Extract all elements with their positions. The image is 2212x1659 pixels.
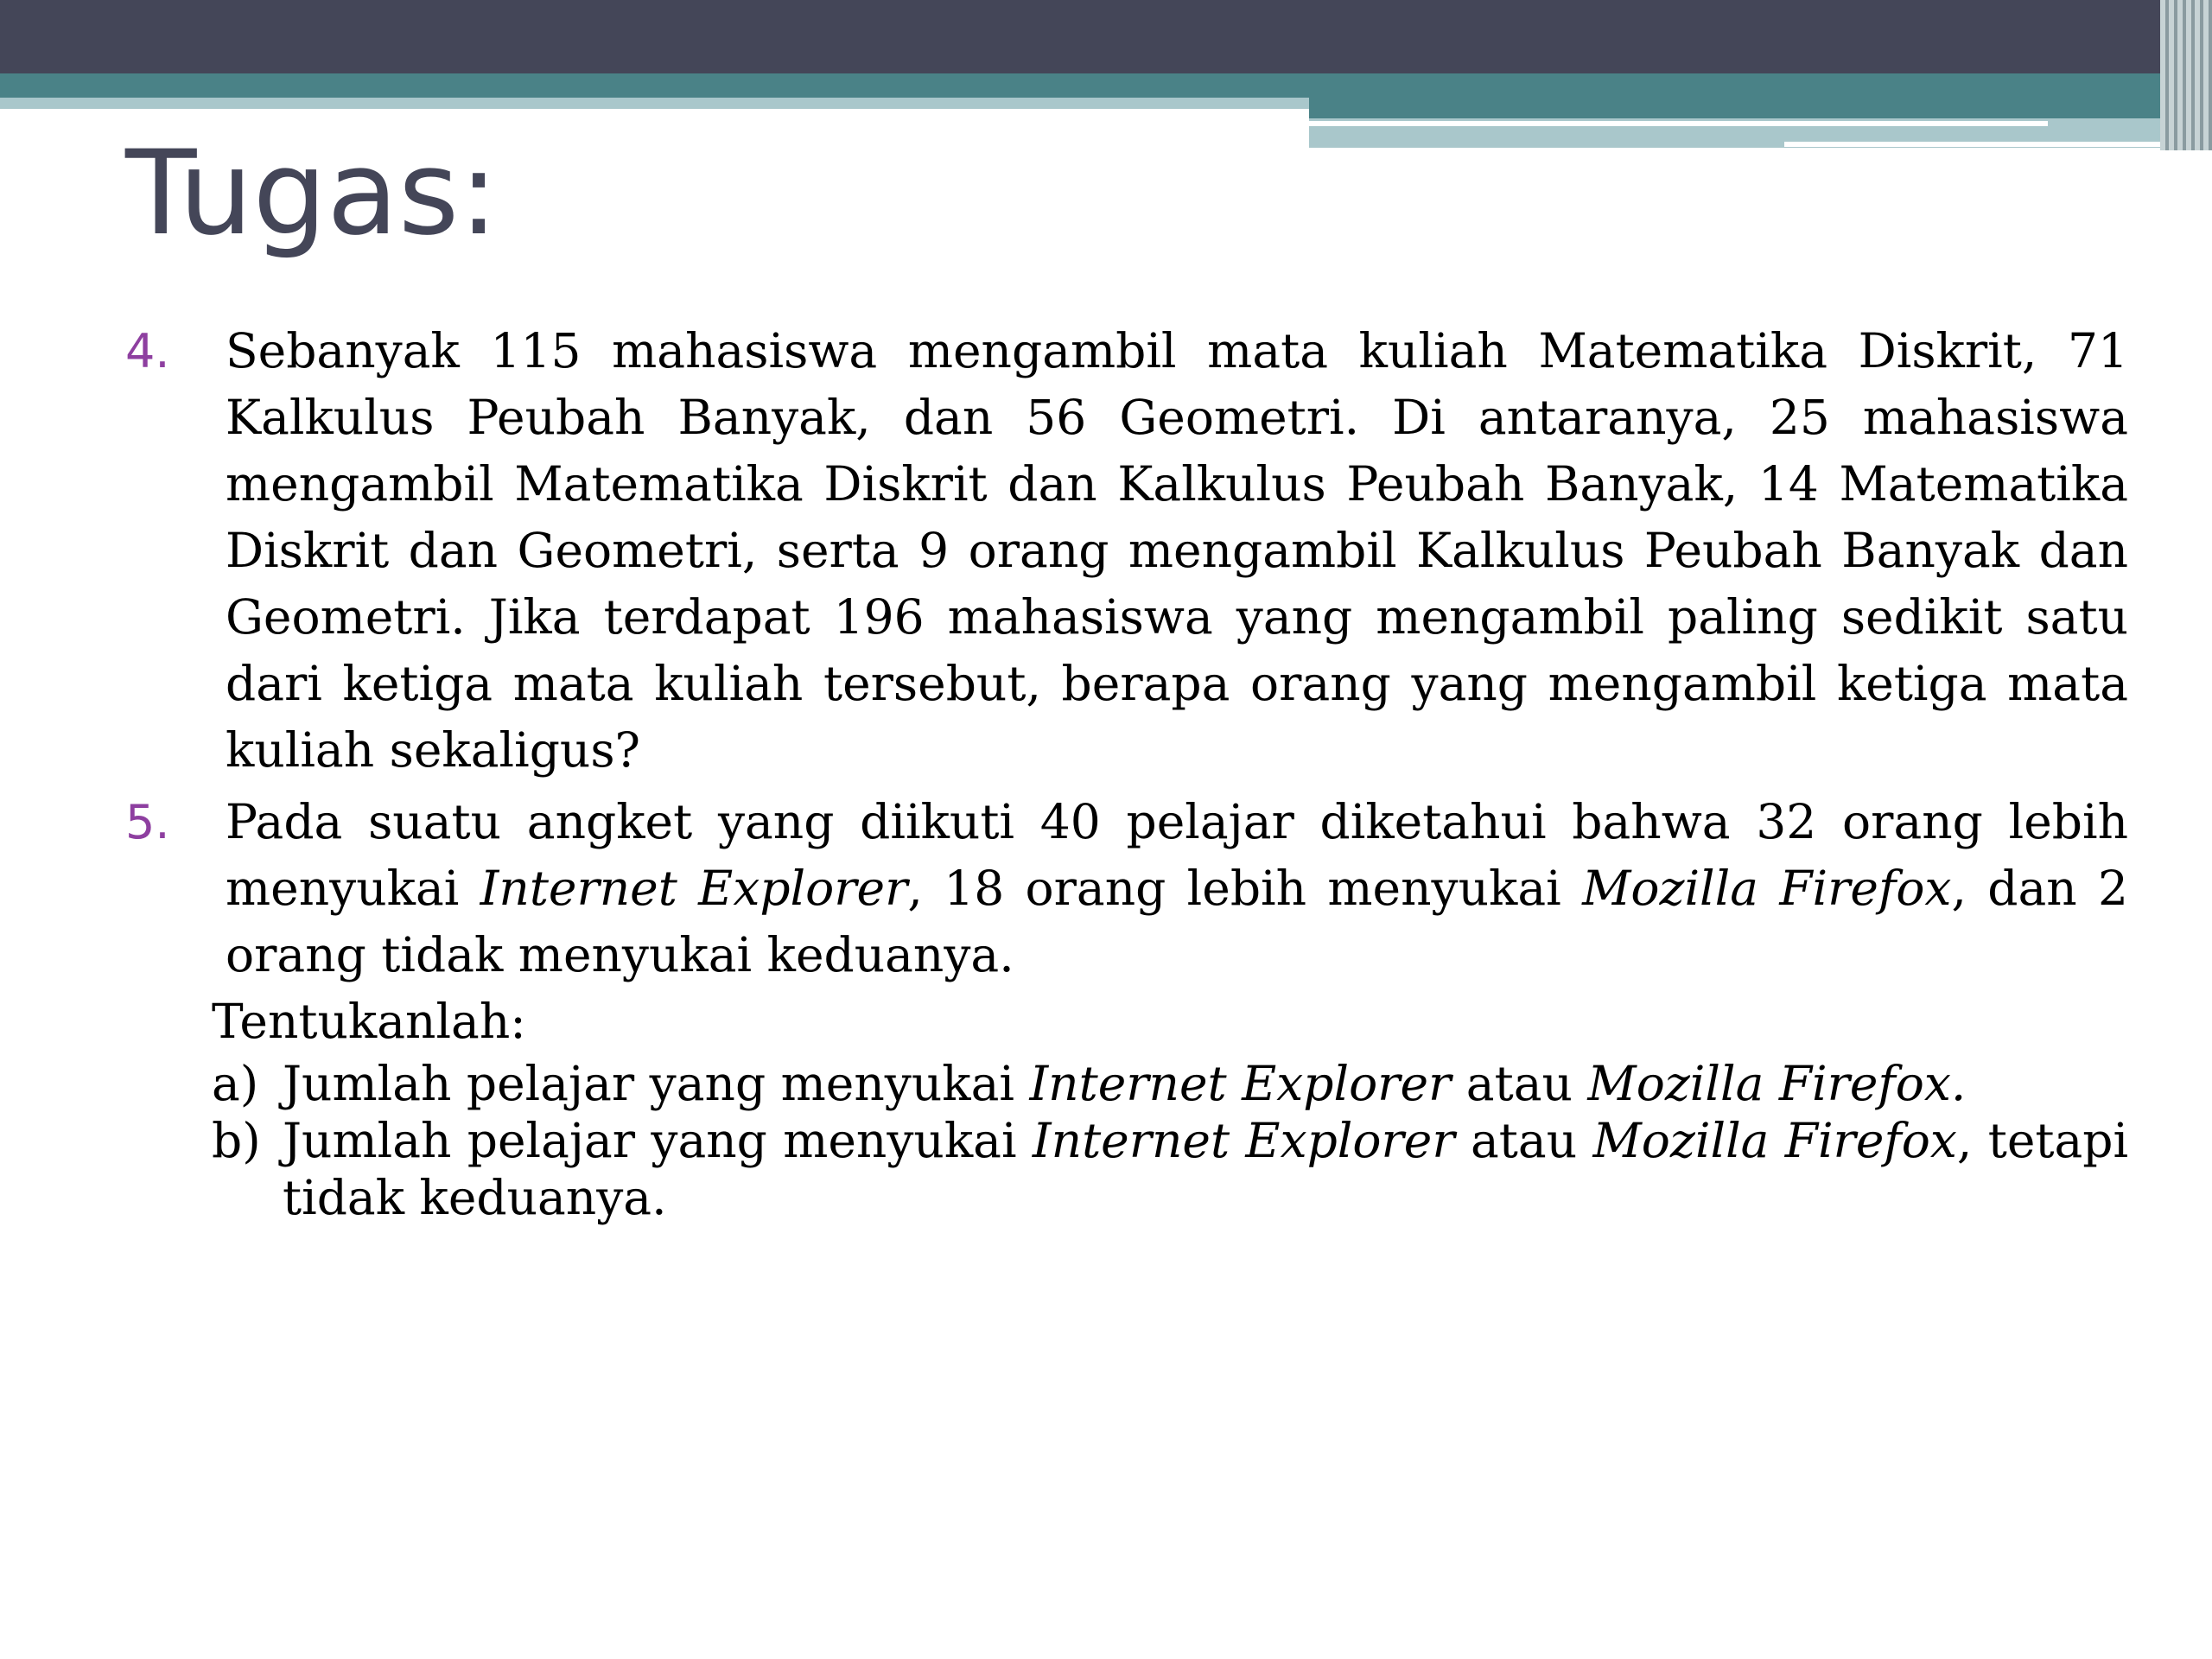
sub-item [212,1112,2128,1226]
text-segment: Pada suatu angket yang diikuti 40 pelajar diketahui bahwa 32 orang lebih menyukai [226,794,2128,916]
item-text-container [212,318,2128,784]
browser-name-ie: Internet Explorer [480,861,908,916]
header-line [1309,121,2048,126]
sub-item-text [283,1112,2128,1226]
item-number: 4. [125,324,170,378]
sub-item-label: b) [212,1113,261,1168]
text-segment: atau [1465,1056,1573,1111]
header-light-band [0,98,1309,109]
list-item [125,789,2128,1226]
text-segment: , dan 2 orang tidak menyukai keduanya. [226,861,2129,982]
sub-item-label: a) [212,1056,259,1111]
item-text: Sebanyak 115 mahasiswa mengambil mata kuliah Matematika Diskrit, 71 Kalkulus Peubah Banyak, dan 56 Geometri. Di antaranya, 25 mahasiswa mengambil Matematika Diskrit dan Kalkulus Peubah Banyak, 14 Matematika Diskrit dan Geometri, serta 9 orang mengambil Kalkulus Peubah Banyak dan Geometri. Jika terdapat 196 mahasiswa yang mengambil paling sedikit satu dari ketiga mata kuliah tersebut, berapa orang yang mengambil ketiga mata kuliah sekaligus? [226,323,2128,778]
browser-name-firefox: Mozilla Firefox [1582,861,1952,916]
text-segment: Jumlah pelajar yang menyukai [283,1113,1017,1168]
header-bars-decoration [2160,0,2212,150]
browser-name-firefox: Mozilla Firefox. [1587,1056,1967,1111]
sub-item [212,1055,2128,1112]
slide-title: Tugas: [125,125,499,261]
slide-content [125,318,2128,1226]
sub-item-text [283,1055,2128,1112]
header-line [1784,142,2212,147]
header-step-teal [1309,98,2212,118]
item-text [212,789,2128,988]
text-segment: Jumlah pelajar yang menyukai [283,1056,1014,1111]
header-dark-band [0,0,2212,73]
text-segment: atau [1471,1113,1578,1168]
header-teal-band [0,73,2212,98]
list-item [125,318,2128,784]
item-text-container [212,789,2128,1226]
text-segment: , 18 orang lebih menyukai [907,861,1561,916]
browser-name-ie: Internet Explorer [1029,1056,1452,1111]
browser-name-firefox: Mozilla Firefox [1592,1113,1957,1168]
browser-name-ie: Internet Explorer [1032,1113,1455,1168]
text-segment: , tetapi tidak keduanya. [283,1113,2129,1225]
item-number: 5. [125,795,170,849]
instruction-text: Tentukanlah: [212,994,526,1049]
